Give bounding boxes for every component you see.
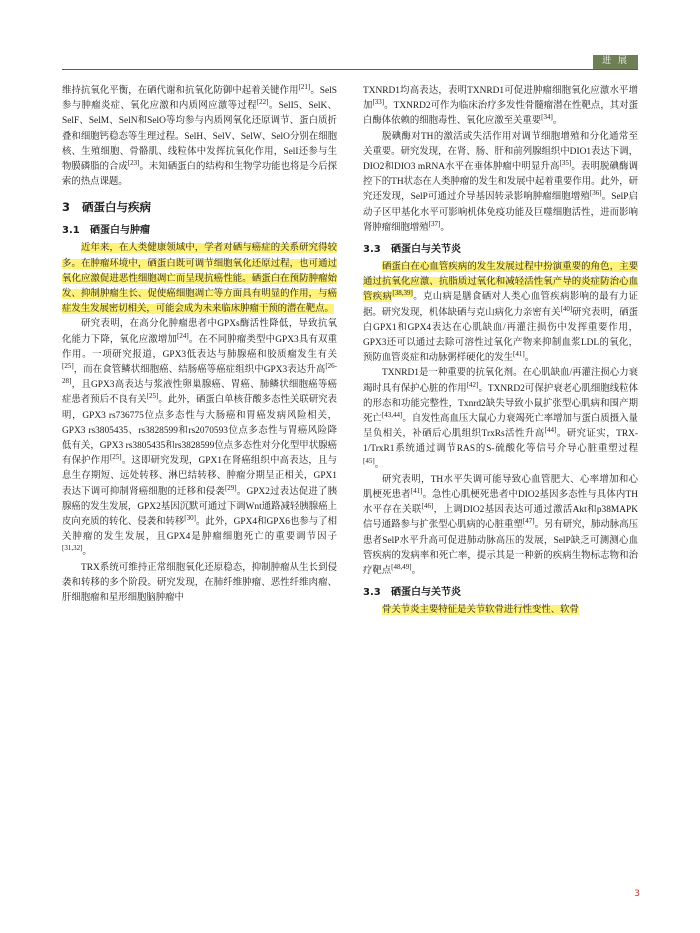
subsection-heading-3-1 [62, 222, 337, 240]
subsection-heading-3-3 [363, 584, 638, 602]
citation-ref: [41] [513, 350, 525, 359]
citation-ref: [42] [466, 380, 479, 389]
citation-ref: [21] [298, 82, 311, 91]
citation-ref: [35] [559, 158, 572, 167]
citation-ref: [47] [522, 517, 535, 526]
citation-ref: [45] [363, 456, 375, 465]
citation-ref: [23] [127, 158, 140, 167]
citation-ref: [24] [177, 331, 189, 340]
citation-ref: [36] [589, 189, 602, 198]
section-tag-badge: 进 展 [593, 55, 638, 69]
paragraph-txnrd: TXNRD1均高表达，表明TXNRD1可促进肿瘤细胞氧化应激水平增加[33]。TXNRD2可作为临床治疗多发性骨髓瘤潜在性靶点，其对蛋白酶体依赖的细胞毒性、氧化应激至关重要[34]。 [363, 86, 638, 127]
subsection-number: 3.3 [363, 244, 381, 256]
highlighted-text: 近年来，在人类健康领域中，学者对硒与癌症的关系研究得较多。在肿瘤环境中，硒蛋白既可调节细胞氧化还原过程，也可通过氧化应激促进恶性细胞凋亡而呈现抗癌性能。硒蛋白在预防肿瘤始发、抑制肿瘤生长、促使癌细胞凋亡等方面具有明显的作用，与癌症发生发展密切相关，可能会成为未来临床肿瘤干预的潜在靶点。 [62, 243, 337, 315]
paragraph-arthritis [363, 603, 638, 618]
subsection-number: 3.1 [62, 225, 80, 237]
citation-ref: [25] [109, 453, 122, 462]
paragraph-trx-system: TRX系统可维持正常细胞氧化还原稳态，抑制肿瘤从生长到侵袭和转移的多个阶段。研究发现，在肺纤维肿瘤、恶性纤维肉瘤、肝细胞瘤和星形细胞脑肿瘤中 [62, 562, 337, 604]
highlighted-text: 硒蛋白在心血管疾病的发生发展过程中扮演重要的角色，主要通过抗氧化应激、抗脂质过氧化和减轻活性氧产导的炎症防治心血管疾病 [363, 262, 638, 303]
paragraph-thyroid-hormone-heart: 研究表明，TH水平失调可能导致心血管肥大、心率增加和心肌梗死患者[41]。急性心肌梗死患者中DIO2基因多态性与具体内TH水平存在关联[46]，上调DIO2基因表达可通过激活Akt和p38MAPK信号通路参与扩张型心肌病的心脏重塑[47]。另有研究，肺动脉高压患者SelP水平升高可促进肺动脉高压的发展，SelP缺乏可测测心血管疾病的发病率和死亡率，提示其是一种新的疾病生物标志物和治疗靶点[48,49]。 [363, 474, 638, 577]
citation-ref: [44] [544, 426, 557, 435]
citation-ref: [40] [560, 304, 573, 313]
citation-ref: [38,39] [392, 289, 413, 298]
two-column-body [62, 84, 638, 874]
subsection-heading-3-2 [363, 241, 638, 259]
subsection-title: 硒蛋白与关节炎 [391, 587, 461, 599]
citation-ref: [43,44] [381, 410, 403, 419]
header-divider [62, 69, 638, 70]
right-column [363, 84, 638, 874]
paragraph-txnrd-heart: TXNRD1是一种重要的抗氧化剂。在心肌缺血/再灌注损心力衰竭时具有保护心脏的作用[42]。TXNRD2可保护衰老心肌细胞线粒体的形态和功能完整性，Txnrd2缺失导致小鼠扩张型心肌病和围产期死亡[43,44]。自发性高血压大鼠心力衰竭死亡率增加与蛋白质摄入量呈负相关，补硒后心肌组织TrxRs活性升高[44]。研究证实，TRX-1/TrxR1系统通过调节RAS的S-硫酸化等信号介导心脏重塑过程[45]。 [363, 368, 639, 470]
paragraph-deiodinase: 脱碘酶对TH的激活或失活作用对调节细胞增殖和分化通常至关重要。研究发现，在肾、肠、肝和前列腺组织中DIO1表达下调，DIO2和DIO3 mRNA水平在垂体肿瘤中明显升高[35]。表明脱碘酶调控下的TH状态在人类肿瘤的发生和发展中起着重要作用。此外，研究还发现，SelP可通过介导基因转录影响肿瘤细胞增殖[36]。SelP启动子区甲基化水平可影响机体免疫功能及巨噬细胞活性，进而影响肾肿瘤细胞增殖[37]。 [363, 131, 638, 233]
section-heading-3 [62, 197, 337, 217]
subsection-title: 硒蛋白与肿瘤 [90, 225, 150, 237]
section-number: 3 [62, 200, 71, 215]
section-title: 硒蛋白与疾病 [82, 200, 152, 215]
citation-ref: [29] [224, 483, 237, 492]
citation-ref: [48,49] [391, 562, 412, 571]
citation-ref: [26-28] [62, 361, 337, 386]
subsection-title: 硒蛋白与关节炎 [391, 244, 461, 256]
paragraph-highlighted-cancer-intro [62, 241, 337, 317]
citation-ref: [41] [410, 486, 423, 495]
page-header [62, 56, 638, 70]
citation-ref: [25] [62, 361, 74, 370]
citation-ref: [22] [256, 98, 269, 107]
paragraph-cardiovascular: 硒蛋白在心血管疾病的发生发展过程中扮演重要的角色，主要通过抗氧化应激、抗脂质过氧化和减轻活性氧产导的炎症防治心血管疾病[38,39]。克山病是膳食硒对人类心血管疾病影响的最有力证据。研究发现，机体缺硒与克山病化力亲密有关[40]研究表明，硒蛋白GPX1和GPX4表达在心肌缺血/再灌注损伤中发挥重要作用，GPX3还可以通过去除可溶性过氧化产物来抑制血浆LDL的氧化，预防血管炎症和动脉粥样硬化的发生[41]。 [363, 262, 638, 364]
page-number: 3 [634, 889, 640, 899]
citation-ref: [37] [428, 219, 441, 228]
highlighted-text: 骨关节炎主要特征是关节软骨进行性变性、软骨 [382, 605, 579, 616]
citation-ref: [30] [184, 513, 196, 522]
citation-ref: [33] [372, 98, 385, 107]
paragraph-selenoprotein-function: 维持抗氧化平衡，在硒代谢和抗氧化防御中起着关键作用[21]。SelS参与肿瘤炎症、氧化应激和内质网应激等过程[22]。SelI5、SelK、SelF、SelM、SelN和SelO等均参与内质网氧化还原调节、蛋白质折叠和细胞钙稳态等生理过程。SelH、SelV、SelW、SelO分别在细胞核、生殖细胞、骨骼肌、线粒体中发挥抗氧化作用，SelI还参与生物膜磷脂的合成[23]。未知硒蛋白的结构和生物学功能也将是今后探索的热点课题。 [62, 82, 337, 188]
citation-ref: [34] [541, 113, 553, 122]
left-column [62, 84, 337, 874]
citation-ref: [25] [146, 392, 159, 401]
citation-ref: [31,32] [62, 544, 83, 553]
citation-ref: [46] [421, 502, 434, 511]
paragraph-gpx-tumor: 研究表明，在高分化肿瘤患者中GPXs酶活性降低，导致抗氧化能力下降，氧化应激增加[24]。在不同肿瘤类型中GPX3具有双重作用。一项研究报道，GPX3低表达与肺腺癌和胶质瘤发生有关[25]，而在食管鳞状细胞癌、结肠癌等癌症组织中GPX3表达升高[26-28]，且GPX3高表达与浆液性卵巢腺癌、胃癌、肺鳞状细胞癌等癌症患者预后不良有关[25]。此外，硒蛋白单核苷酸多态性关联研究表明，GPX3 rs736775位点多态性与大肠癌和胃癌发病风险相关，GPX3 rs3805435、rs3828599和rs2070593位点多态性与胃癌风险降低有关，GPX3 rs3805435和rs3828599位点多态性对分化型甲状腺癌有保护作用[25]。这即研究发现，GPX1在肾癌组织中高表达，且与息生存期短、远处转移、淋巴结转移、肿瘤分期呈正相关，GPX1表达下调可抑制肾癌细胞的迁移和侵袭[29]。GPX2过表达促进了胰腺癌的发生发展，GPX2基因沉默可通过下调Wnt通路减轻胰腺癌上皮向充质的转化、侵袭和转移[30]。此外，GPX4和GPX6也参与了相关肿瘤的发生发展，且GPX4是肿瘤细胞死亡的重要调节因子[31,32]。 [62, 319, 337, 558]
subsection-number: 3.3 [363, 587, 381, 599]
